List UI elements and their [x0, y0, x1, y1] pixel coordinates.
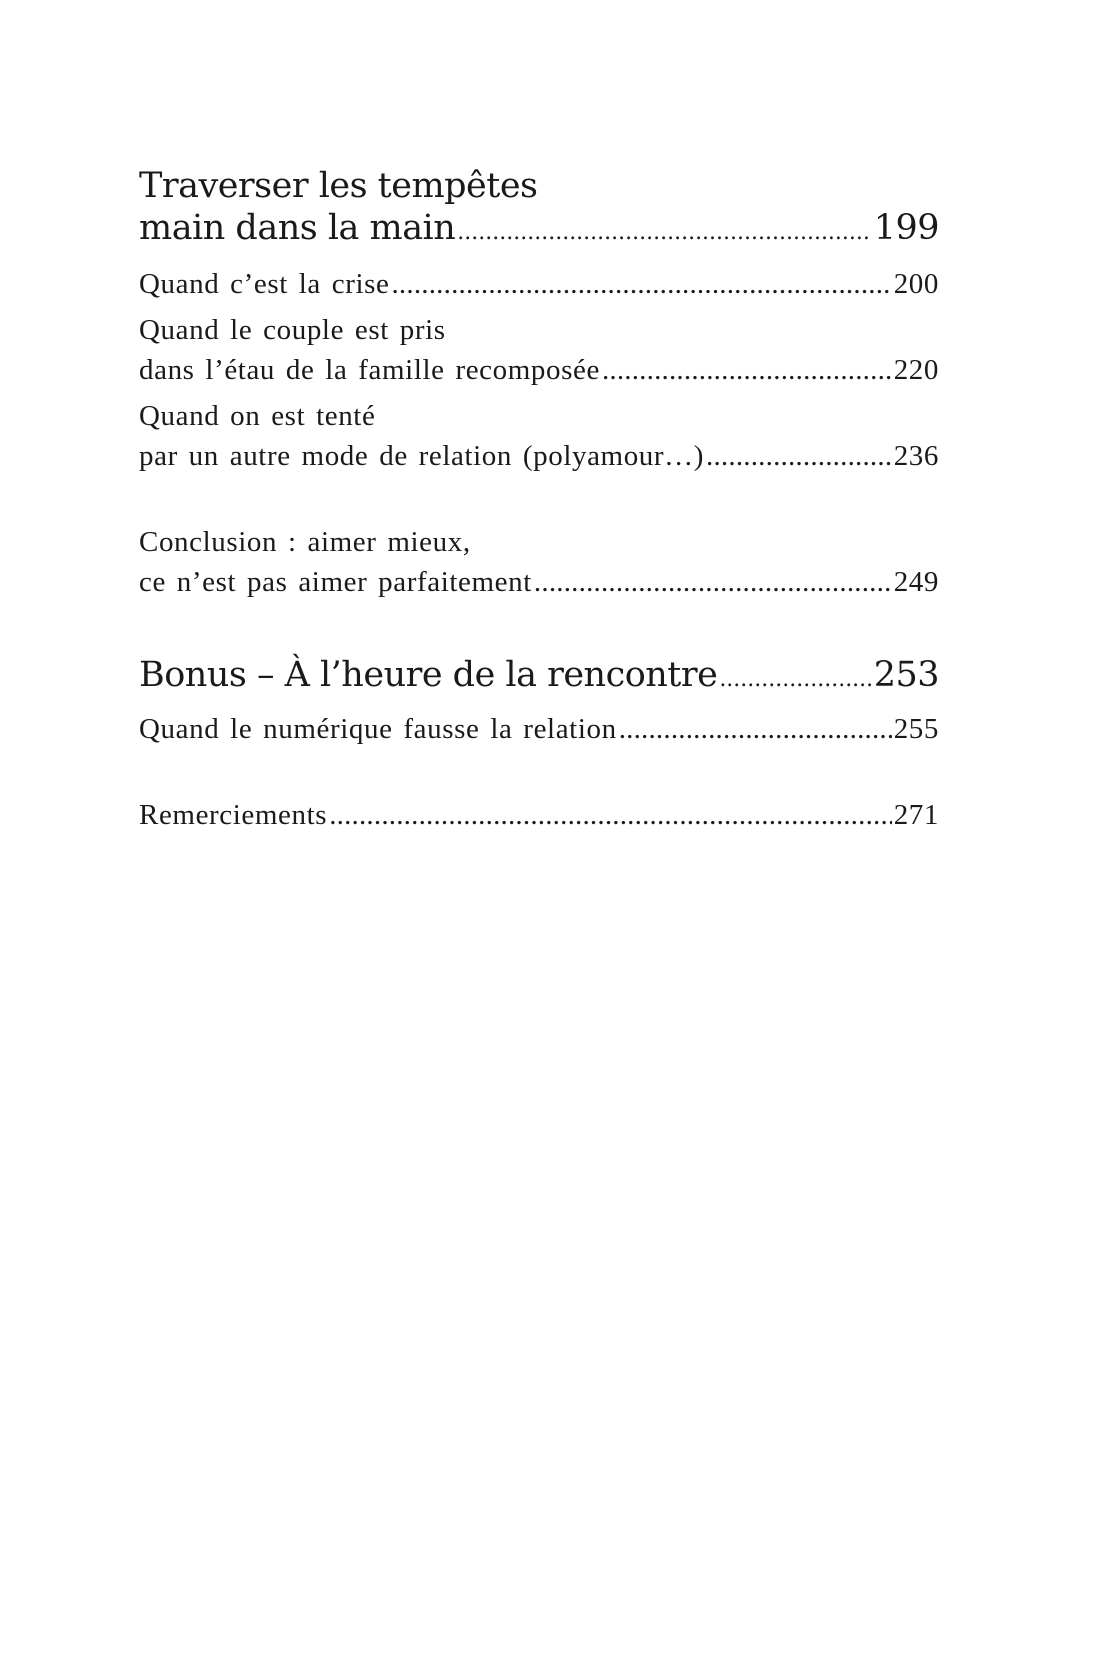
page-number: 253	[873, 655, 939, 695]
toc-part-traverser[interactable]	[139, 165, 939, 254]
page-number: 236	[893, 440, 939, 472]
toc-entry-numerique[interactable]	[139, 709, 939, 749]
toc-entry-title: Quand c’est la crise	[139, 268, 390, 300]
dot-leader	[719, 659, 871, 701]
toc-entry-crise[interactable]	[139, 264, 939, 304]
toc-entry-remerciements[interactable]	[139, 795, 939, 835]
page-number: 220	[893, 354, 939, 386]
table-of-contents	[139, 165, 939, 835]
toc-entry-title: Quand le numérique fausse la relation	[139, 713, 617, 745]
page-number: 249	[893, 566, 939, 598]
toc-entry-line-2	[139, 436, 939, 476]
toc-part-title-line1	[139, 165, 939, 207]
dot-leader	[534, 562, 892, 602]
toc-entry-conclusion[interactable]	[139, 522, 939, 602]
page-number: 255	[893, 713, 939, 745]
toc-entry-line-2	[139, 350, 939, 390]
toc-entry-line	[139, 264, 939, 304]
toc-entry-title-2: par un autre mode de relation (polyamour…)	[139, 440, 705, 472]
toc-entry-line-1	[139, 522, 939, 562]
toc-entry-line-1	[139, 396, 939, 436]
dot-leader	[706, 436, 892, 476]
dot-leader	[602, 350, 892, 390]
toc-part-title-text: Bonus – À l’heure de la rencontre	[139, 655, 718, 695]
dot-leader	[329, 795, 892, 835]
toc-entry-polyamour[interactable]	[139, 396, 939, 476]
toc-part-title-text: Traverser les tempêtes	[139, 166, 538, 206]
page-number: 200	[893, 268, 939, 300]
toc-part-title-line	[139, 654, 939, 701]
toc-entry-line	[139, 709, 939, 749]
toc-entry-title: Remerciements	[139, 799, 328, 831]
toc-entry-line	[139, 795, 939, 835]
toc-entry-title: Quand on est tenté	[139, 400, 376, 432]
toc-entry-title: Quand le couple est pris	[139, 314, 446, 346]
toc-part-title-line2	[139, 207, 939, 254]
toc-entry-line-2	[139, 562, 939, 602]
dot-leader	[619, 709, 892, 749]
page-number: 271	[893, 799, 939, 831]
toc-entry-title-2: dans l’étau de la famille recomposée	[139, 354, 600, 386]
toc-part-bonus[interactable]	[139, 654, 939, 701]
page-number: 199	[873, 208, 939, 248]
toc-entry-title: Conclusion : aimer mieux,	[139, 526, 471, 558]
toc-entry-line-1	[139, 310, 939, 350]
dot-leader	[391, 264, 891, 304]
toc-entry-famille-recomposee[interactable]	[139, 310, 939, 390]
dot-leader	[457, 212, 871, 254]
toc-entry-title-2: ce n’est pas aimer parfaitement	[139, 566, 532, 598]
toc-part-title-text-2: main dans la main	[139, 208, 456, 248]
